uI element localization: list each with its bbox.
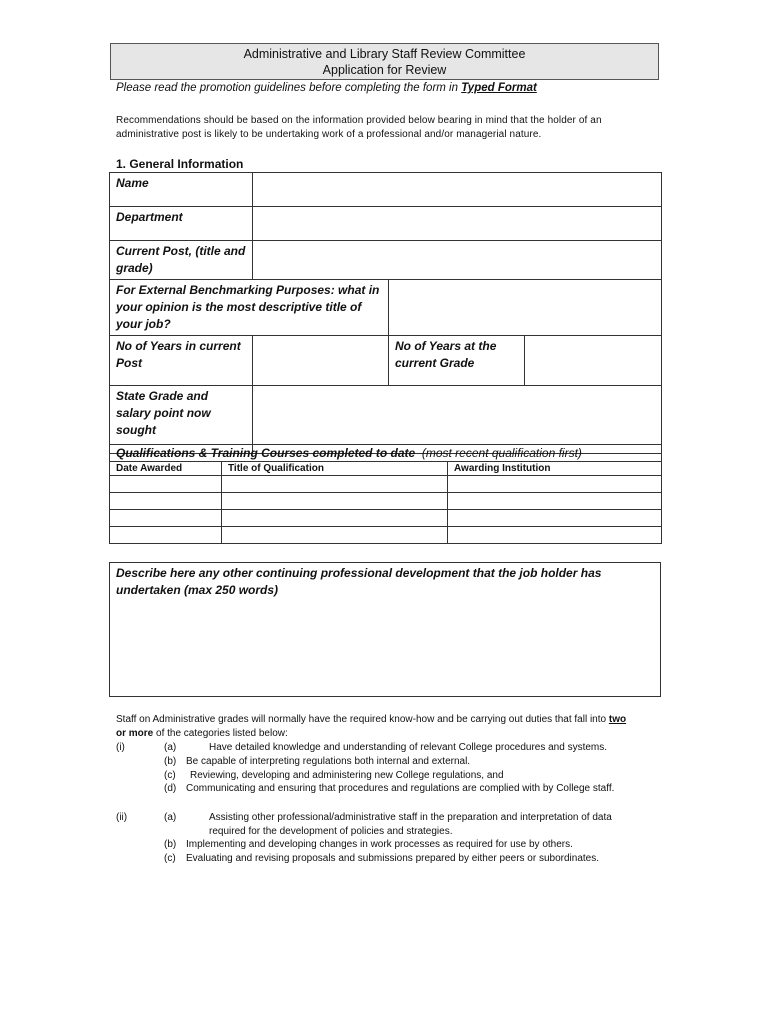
table-row [110,527,662,544]
group-1-label: (i) [116,742,125,753]
years-in-post-label: No of Years in current Post [110,336,253,386]
benchmark-field[interactable] [389,280,662,336]
group-1-item-d-text: Communicating and ensuring that procedures and regulations are complied with by College staff. [186,783,615,794]
institution-cell[interactable] [448,527,662,544]
form-title-line-1: Administrative and Library Staff Review Committee [243,47,526,61]
table-row [110,476,662,493]
categories-intro-prefix: Staff on Administrative grades will normally have the required know-how and be carrying out duties that fall into [116,714,609,725]
table-row [110,510,662,527]
title-cell[interactable] [222,493,448,510]
department-field[interactable] [253,207,662,241]
benchmark-label: For External Benchmarking Purposes: what in your opinion is the most descriptive title of your job? [110,280,389,336]
categories-intro-suffix: of the categories listed below: [153,727,288,739]
form-title-line-2: Application for Review [322,63,447,77]
column-header-title: Title of Qualification [222,462,448,476]
years-at-grade-field[interactable] [525,336,662,386]
group-1-item-a-letter: (a) [164,742,177,753]
years-at-grade-label: No of Years at the current Grade [389,336,525,386]
group-1-item-b-text: Be capable of interpreting regulations both internal and external. [186,756,471,767]
qualifications-heading [110,445,662,462]
name-label: Name [110,173,253,207]
department-label: Department [110,207,253,241]
group-2-item-a-text: Assisting other professional/administrative staff in the preparation and interpretation of data [209,812,612,823]
instruction-main: Please read the promotion guidelines before completing the form in [116,82,462,94]
state-grade-label: State Grade and salary point now sought [110,386,253,454]
date-awarded-cell[interactable] [110,476,222,493]
recommendation-paragraph: Recommendations should be based on the information provided below bearing in mind that the holder of an administrative post is likely to be undertaking work of a professional and/or managerial nature. [116,115,602,140]
group-2-item-b-text: Implementing and developing changes in work processes as required for use by others. [186,839,573,850]
instruction-text [116,82,537,94]
institution-cell[interactable] [448,476,662,493]
table-row [110,493,662,510]
qualifications-heading-note: (most recent qualification first) [421,446,582,460]
group-2-label: (ii) [116,812,128,823]
title-cell[interactable] [222,527,448,544]
general-information-table [109,172,662,454]
categories-intro-emph-more: or more [116,727,154,739]
group-2-item-a-letter: (a) [164,812,177,823]
categories-intro [116,713,661,740]
categories-intro-emph-two: two [608,714,627,725]
group-2-item-b-letter: (b) [164,839,177,850]
qualifications-heading-bold: Qualifications & Training Courses completed to date [116,446,416,460]
title-cell[interactable] [222,476,448,493]
group-2-item-a-text-continued: required for the development of policies and strategies. [209,826,453,837]
institution-cell[interactable] [448,510,662,527]
date-awarded-cell[interactable] [110,510,222,527]
group-2-item-c-text: Evaluating and revising proposals and submissions prepared by either peers or subordinates. [186,853,600,864]
cpd-prompt: Describe here any other continuing professional development that the job holder has undertaken (max 250 words) [116,566,602,597]
current-post-label: Current Post, (title and grade) [110,241,253,280]
section-heading-general-information: 1. General Information [116,157,244,171]
group-1-item-b-letter: (b) [164,756,177,767]
form-title-box [110,43,659,80]
column-header-institution: Awarding Institution [448,462,662,476]
column-header-date-awarded: Date Awarded [110,462,222,476]
group-1-item-a-text: Have detailed knowledge and understanding of relevant College procedures and systems. [209,742,608,753]
years-in-post-field[interactable] [253,336,389,386]
cpd-description-box[interactable] [109,562,661,697]
qualifications-table [109,444,662,544]
name-field[interactable] [253,173,662,207]
group-1-item-c-text: Reviewing, developing and administering new College regulations, and [190,770,504,781]
instruction-emphasis: Typed Format [461,82,537,94]
title-cell[interactable] [222,510,448,527]
institution-cell[interactable] [448,493,662,510]
group-2-item-c-letter: (c) [164,853,176,864]
current-post-field[interactable] [253,241,662,280]
group-1-item-c-letter: (c) [164,770,176,781]
date-awarded-cell[interactable] [110,527,222,544]
date-awarded-cell[interactable] [110,493,222,510]
group-1-item-d-letter: (d) [164,783,177,794]
